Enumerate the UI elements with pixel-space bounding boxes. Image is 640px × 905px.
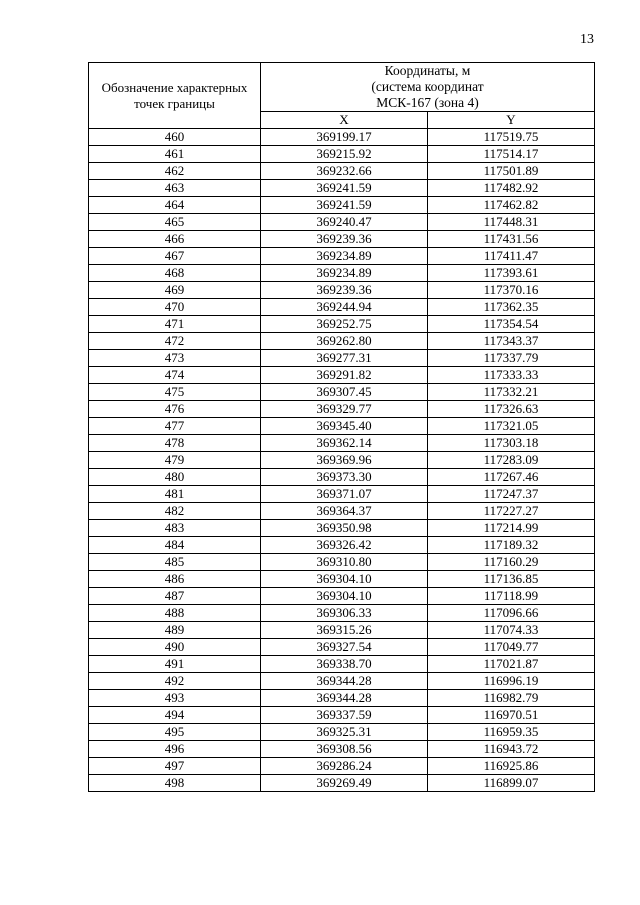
x-coordinate-cell: 369325.31 [261, 724, 428, 741]
table-row [89, 724, 595, 741]
table-row [89, 146, 595, 163]
y-coordinate-cell: 116925.86 [428, 758, 595, 775]
table-row [89, 571, 595, 588]
y-coordinate-cell: 117514.17 [428, 146, 595, 163]
y-column-header: Y [428, 112, 595, 129]
point-number-cell: 476 [89, 401, 261, 418]
y-coordinate-cell: 117136.85 [428, 571, 595, 588]
y-coordinate-cell: 117214.99 [428, 520, 595, 537]
table-row [89, 282, 595, 299]
point-number-cell: 472 [89, 333, 261, 350]
table-row [89, 214, 595, 231]
point-number-cell: 490 [89, 639, 261, 656]
point-number-cell: 477 [89, 418, 261, 435]
x-coordinate-cell: 369291.82 [261, 367, 428, 384]
x-coordinate-cell: 369277.31 [261, 350, 428, 367]
y-coordinate-cell: 117247.37 [428, 486, 595, 503]
table-row [89, 690, 595, 707]
y-coordinate-cell: 117021.87 [428, 656, 595, 673]
y-coordinate-cell: 116996.19 [428, 673, 595, 690]
y-coordinate-cell: 117370.16 [428, 282, 595, 299]
table-row [89, 469, 595, 486]
y-coordinate-cell: 117431.56 [428, 231, 595, 248]
table-row [89, 673, 595, 690]
coordinate-zone-line: МСК-167 (зона 4) [376, 95, 479, 110]
table-row [89, 656, 595, 673]
x-coordinate-cell: 369240.47 [261, 214, 428, 231]
table-row [89, 384, 595, 401]
coordinates-table [88, 62, 595, 792]
point-number-cell: 496 [89, 741, 261, 758]
y-coordinate-cell: 117362.35 [428, 299, 595, 316]
x-coordinate-cell: 369306.33 [261, 605, 428, 622]
y-coordinate-cell: 117482.92 [428, 180, 595, 197]
x-coordinate-cell: 369371.07 [261, 486, 428, 503]
point-designation-label: Обозначение характерных точек границы [101, 79, 248, 111]
table-row [89, 180, 595, 197]
point-number-cell: 484 [89, 537, 261, 554]
x-coordinate-cell: 369252.75 [261, 316, 428, 333]
point-number-cell: 466 [89, 231, 261, 248]
y-coordinate-cell: 117189.32 [428, 537, 595, 554]
coordinate-system-line: (система координат [371, 79, 484, 94]
x-coordinate-cell: 369315.26 [261, 622, 428, 639]
y-coordinate-cell: 117354.54 [428, 316, 595, 333]
x-coordinate-cell: 369338.70 [261, 656, 428, 673]
y-coordinate-cell: 116970.51 [428, 707, 595, 724]
x-coordinate-cell: 369337.59 [261, 707, 428, 724]
x-coordinate-cell: 369310.80 [261, 554, 428, 571]
x-coordinate-cell: 369308.56 [261, 741, 428, 758]
y-coordinate-cell: 117160.29 [428, 554, 595, 571]
y-coordinate-cell: 117462.82 [428, 197, 595, 214]
point-number-cell: 467 [89, 248, 261, 265]
x-coordinate-cell: 369327.54 [261, 639, 428, 656]
table-row [89, 299, 595, 316]
point-number-cell: 482 [89, 503, 261, 520]
table-row [89, 248, 595, 265]
y-coordinate-cell: 117227.27 [428, 503, 595, 520]
x-coordinate-cell: 369241.59 [261, 197, 428, 214]
table-row [89, 350, 595, 367]
table-body [89, 129, 595, 792]
point-number-cell: 485 [89, 554, 261, 571]
x-coordinate-cell: 369326.42 [261, 537, 428, 554]
x-coordinate-cell: 369241.59 [261, 180, 428, 197]
point-number-cell: 475 [89, 384, 261, 401]
point-number-cell: 495 [89, 724, 261, 741]
point-number-cell: 469 [89, 282, 261, 299]
x-coordinate-cell: 369262.80 [261, 333, 428, 350]
table-row [89, 265, 595, 282]
y-coordinate-cell: 117283.09 [428, 452, 595, 469]
y-coordinate-cell: 116959.35 [428, 724, 595, 741]
x-coordinate-cell: 369344.28 [261, 690, 428, 707]
y-coordinate-cell: 117332.21 [428, 384, 595, 401]
point-number-cell: 465 [89, 214, 261, 231]
y-coordinate-cell: 117267.46 [428, 469, 595, 486]
y-coordinate-cell: 116899.07 [428, 775, 595, 792]
table-row [89, 452, 595, 469]
y-coordinate-cell: 116982.79 [428, 690, 595, 707]
table-row [89, 197, 595, 214]
x-coordinate-cell: 369345.40 [261, 418, 428, 435]
x-coordinate-cell: 369244.94 [261, 299, 428, 316]
table-row [89, 129, 595, 146]
x-coordinate-cell: 369239.36 [261, 231, 428, 248]
y-coordinate-cell: 117333.33 [428, 367, 595, 384]
point-number-cell: 461 [89, 146, 261, 163]
table-row [89, 163, 595, 180]
y-coordinate-cell: 116943.72 [428, 741, 595, 758]
point-number-cell: 489 [89, 622, 261, 639]
x-coordinate-cell: 369307.45 [261, 384, 428, 401]
y-coordinate-cell: 117501.89 [428, 163, 595, 180]
point-number-cell: 470 [89, 299, 261, 316]
x-coordinate-cell: 369344.28 [261, 673, 428, 690]
point-number-cell: 493 [89, 690, 261, 707]
point-number-cell: 481 [89, 486, 261, 503]
x-column-header: X [261, 112, 428, 129]
x-coordinate-cell: 369232.66 [261, 163, 428, 180]
table-row [89, 775, 595, 792]
point-number-cell: 488 [89, 605, 261, 622]
table-row [89, 639, 595, 656]
table-row [89, 401, 595, 418]
point-number-cell: 464 [89, 197, 261, 214]
x-coordinate-cell: 369329.77 [261, 401, 428, 418]
y-coordinate-cell: 117411.47 [428, 248, 595, 265]
table-row [89, 367, 595, 384]
point-number-cell: 498 [89, 775, 261, 792]
point-number-cell: 483 [89, 520, 261, 537]
x-coordinate-cell: 369286.24 [261, 758, 428, 775]
y-coordinate-cell: 117049.77 [428, 639, 595, 656]
x-coordinate-cell: 369364.37 [261, 503, 428, 520]
y-coordinate-cell: 117303.18 [428, 435, 595, 452]
y-coordinate-cell: 117074.33 [428, 622, 595, 639]
point-number-cell: 463 [89, 180, 261, 197]
point-number-cell: 480 [89, 469, 261, 486]
x-coordinate-cell: 369362.14 [261, 435, 428, 452]
table-row [89, 605, 595, 622]
y-coordinate-cell: 117337.79 [428, 350, 595, 367]
table-row [89, 707, 595, 724]
x-coordinate-cell: 369373.30 [261, 469, 428, 486]
x-coordinate-cell: 369269.49 [261, 775, 428, 792]
point-number-cell: 473 [89, 350, 261, 367]
table-row [89, 554, 595, 571]
table-row [89, 316, 595, 333]
table-row [89, 503, 595, 520]
table-row [89, 333, 595, 350]
table-row [89, 741, 595, 758]
x-coordinate-cell: 369304.10 [261, 588, 428, 605]
y-coordinate-cell: 117448.31 [428, 214, 595, 231]
point-number-cell: 460 [89, 129, 261, 146]
x-coordinate-cell: 369199.17 [261, 129, 428, 146]
y-coordinate-cell: 117118.99 [428, 588, 595, 605]
x-coordinate-cell: 369215.92 [261, 146, 428, 163]
y-coordinate-cell: 117096.66 [428, 605, 595, 622]
coordinates-header [261, 63, 595, 112]
point-number-cell: 474 [89, 367, 261, 384]
table-row [89, 537, 595, 554]
point-number-cell: 462 [89, 163, 261, 180]
y-coordinate-cell: 117343.37 [428, 333, 595, 350]
table-row [89, 418, 595, 435]
point-number-cell: 492 [89, 673, 261, 690]
table-row [89, 520, 595, 537]
table-row [89, 435, 595, 452]
table-row [89, 231, 595, 248]
point-designation-header [89, 63, 261, 129]
x-coordinate-cell: 369234.89 [261, 248, 428, 265]
point-number-cell: 479 [89, 452, 261, 469]
x-coordinate-cell: 369239.36 [261, 282, 428, 299]
table-row [89, 486, 595, 503]
y-coordinate-cell: 117326.63 [428, 401, 595, 418]
coordinates-title: Координаты, м [384, 63, 471, 78]
y-coordinate-cell: 117519.75 [428, 129, 595, 146]
point-number-cell: 471 [89, 316, 261, 333]
x-coordinate-cell: 369234.89 [261, 265, 428, 282]
table-row [89, 622, 595, 639]
y-coordinate-cell: 117393.61 [428, 265, 595, 282]
table-row [89, 758, 595, 775]
x-coordinate-cell: 369350.98 [261, 520, 428, 537]
y-coordinate-cell: 117321.05 [428, 418, 595, 435]
point-number-cell: 494 [89, 707, 261, 724]
page-number: 13 [580, 32, 594, 47]
x-coordinate-cell: 369304.10 [261, 571, 428, 588]
point-number-cell: 497 [89, 758, 261, 775]
table-header [89, 63, 595, 129]
point-number-cell: 487 [89, 588, 261, 605]
x-coordinate-cell: 369369.96 [261, 452, 428, 469]
point-number-cell: 491 [89, 656, 261, 673]
point-number-cell: 468 [89, 265, 261, 282]
table-row [89, 588, 595, 605]
point-number-cell: 478 [89, 435, 261, 452]
point-number-cell: 486 [89, 571, 261, 588]
